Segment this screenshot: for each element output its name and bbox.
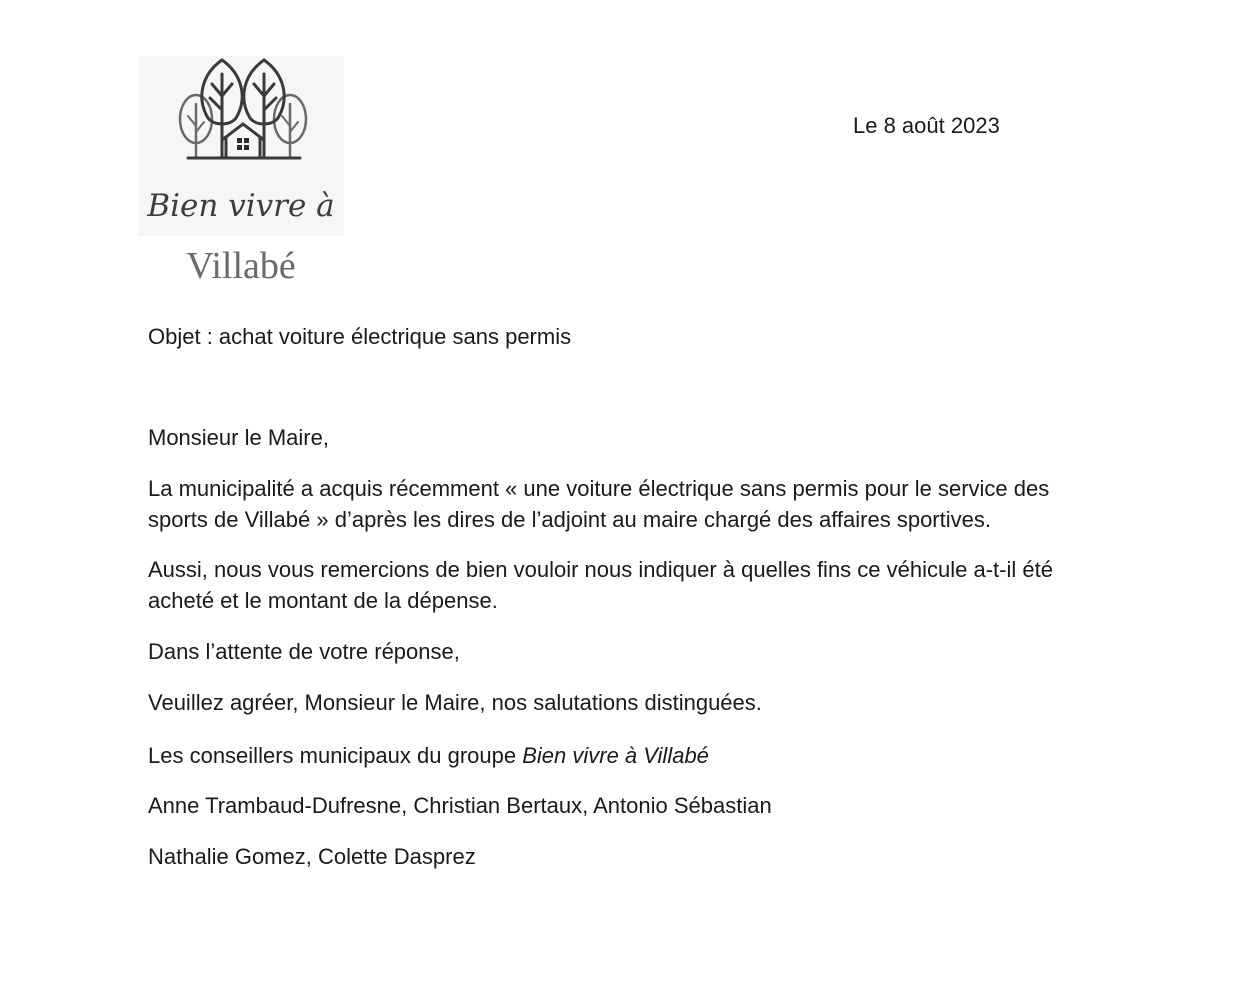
group-logo xyxy=(138,56,344,287)
signature-group-name: Bien vivre à Villabé xyxy=(522,743,709,768)
signature-prefix: Les conseillers municipaux du groupe xyxy=(148,743,523,768)
signature-group-line xyxy=(148,740,709,771)
logo-script-text: Bien vivre à xyxy=(147,188,335,224)
paragraph-acquisition xyxy=(148,473,1108,535)
paragraph-request xyxy=(148,554,1108,616)
trees-house-icon xyxy=(138,56,344,191)
letter-subject: Objet : achat voiture électrique sans permis xyxy=(148,324,572,349)
letter-awaiting: Dans l’attente de votre réponse, xyxy=(148,639,460,664)
logo-town-text: Villabé xyxy=(186,245,296,287)
letter-date: Le 8 août 2023 xyxy=(853,113,1000,138)
signature-names-line1: Anne Trambaud-Dufresne, Christian Bertaux, Antonio Sébastian xyxy=(148,793,772,818)
letter-closing: Veuillez agréer, Monsieur le Maire, nos salutations distinguées. xyxy=(148,690,762,715)
signature-names-line2: Nathalie Gomez, Colette Dasprez xyxy=(148,844,476,869)
paragraph-line: Aussi, nous vous remercions de bien vouloir nous indiquer à quelles fins ce véhicule a-t-il été xyxy=(148,557,1053,582)
letter-salutation: Monsieur le Maire, xyxy=(148,425,329,450)
paragraph-line: sports de Villabé » d’après les dires de l’adjoint au maire chargé des affaires sportives. xyxy=(148,507,991,532)
paragraph-line: acheté et le montant de la dépense. xyxy=(148,588,498,613)
paragraph-line: La municipalité a acquis récemment « une voiture électrique sans permis pour le service des xyxy=(148,476,1050,501)
